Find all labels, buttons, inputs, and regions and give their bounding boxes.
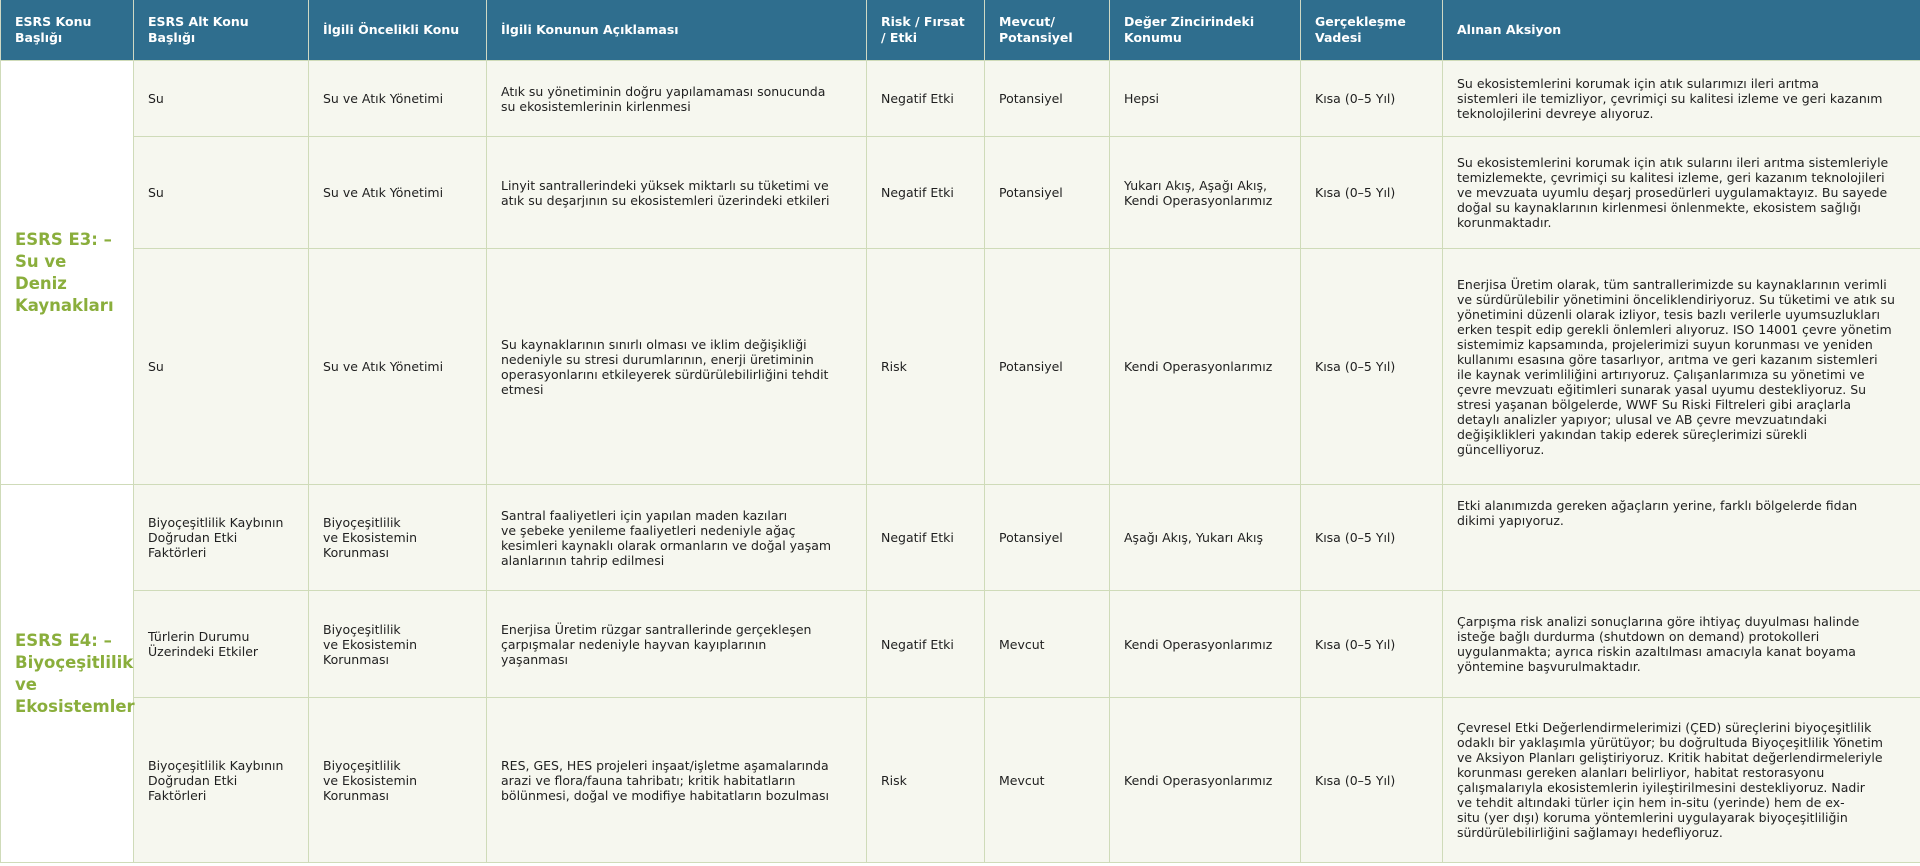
header-priority-topic: İlgili Öncelikli Konu bbox=[309, 0, 487, 61]
header-description: İlgili Konunun Açıklaması bbox=[487, 0, 867, 61]
cell-sub-topic: Türlerin Durumu Üzerindeki Etkiler bbox=[134, 591, 309, 698]
cell-description: Enerjisa Üretim rüzgar santrallerinde gerçekleşen çarpışmalar nedeniyle hayvan kayıplarının yaşanması bbox=[487, 591, 867, 698]
cell-status: Mevcut bbox=[985, 591, 1110, 698]
header-row bbox=[1, 0, 1920, 61]
cell-value-chain: Yukarı Akış, Aşağı Akış, Kendi Operasyonlarımız bbox=[1110, 137, 1301, 249]
cell-term: Kısa (0–5 Yıl) bbox=[1301, 698, 1443, 863]
header-sub-topic: ESRS Alt Konu Başlığı bbox=[134, 0, 309, 61]
cell-priority-topic: Su ve Atık Yönetimi bbox=[309, 61, 487, 137]
cell-action: Çarpışma risk analizi sonuçlarına göre ihtiyaç duyulması halinde isteğe bağlı durdurma (shutdown on demand) protokolleri uygulanmakta; ayrıca riskin azaltılması amacıyla kanat boyama yöntemine başvurulmaktadır. bbox=[1443, 591, 1920, 698]
cell-priority-topic: Su ve Atık Yönetimi bbox=[309, 137, 487, 249]
cell-term: Kısa (0–5 Yıl) bbox=[1301, 61, 1443, 137]
cell-priority-topic: Biyoçeşitlilik ve Ekosistemin Korunması bbox=[309, 485, 487, 591]
cell-risk-type: Risk bbox=[867, 698, 985, 863]
cell-description: Atık su yönetiminin doğru yapılamaması sonucunda su ekosistemlerinin kirlenmesi bbox=[487, 61, 867, 137]
cell-description: Linyit santrallerindeki yüksek miktarlı su tüketimi ve atık su deşarjının su ekosistemleri üzerindeki etkileri bbox=[487, 137, 867, 249]
cell-value-chain: Kendi Operasyonlarımız bbox=[1110, 698, 1301, 863]
cell-status: Potansiyel bbox=[985, 137, 1110, 249]
cell-status: Potansiyel bbox=[985, 61, 1110, 137]
cell-action: Enerjisa Üretim olarak, tüm santrallerimizde su kaynaklarının verimli ve sürdürülebilir yönetimini önceliklendiriyoruz. Su tüketimi ve atık su yönetimini düzenli olarak izliyor, tesis bazlı verilerle uyumsuzlukları erken tespit edip gerekli önlemleri alıyoruz. ISO 14001 çevre yönetim sistemimiz kapsamında, projelerimizi suyun korunması ve yeniden kullanımı esasına göre tasarlıyor, arıtma ve geri kazanım sistemleri ile kaynak verimliliğini artırıyoruz. Çalışanlarımıza su yönetimi ve çevre mevzuatı eğitimleri sunarak yasal uyumu destekliyoruz. Su stresi yaşanan bölgelerde, WWF Su Riski Filtreleri gibi araçlarla detaylı analizler yapıyor; ulusal ve AB çevre mevzuatındaki değişiklikleri yakından takip ederek süreçlerimizi sürekli güncelliyoruz. bbox=[1443, 249, 1920, 485]
cell-priority-topic: Biyoçeşitlilik ve Ekosistemin Korunması bbox=[309, 591, 487, 698]
cell-status: Mevcut bbox=[985, 698, 1110, 863]
cell-term: Kısa (0–5 Yıl) bbox=[1301, 137, 1443, 249]
cell-value-chain: Kendi Operasyonlarımız bbox=[1110, 591, 1301, 698]
table-row bbox=[1, 61, 1920, 137]
cell-status: Potansiyel bbox=[985, 485, 1110, 591]
table-row bbox=[1, 485, 1920, 591]
group-title-e3: ESRS E3: – Su ve Deniz Kaynakları bbox=[1, 61, 134, 485]
header-value-chain: Değer Zincirindeki Konumu bbox=[1110, 0, 1301, 61]
cell-sub-topic: Su bbox=[134, 137, 309, 249]
table-row bbox=[1, 591, 1920, 698]
table-row bbox=[1, 698, 1920, 863]
table-row bbox=[1, 137, 1920, 249]
cell-sub-topic: Su bbox=[134, 249, 309, 485]
cell-sub-topic: Biyoçeşitlilik Kaybının Doğrudan Etki Faktörleri bbox=[134, 698, 309, 863]
header-esrs-topic: ESRS Konu Başlığı bbox=[1, 0, 134, 61]
cell-risk-type: Negatif Etki bbox=[867, 591, 985, 698]
header-term: Gerçekleşme Vadesi bbox=[1301, 0, 1443, 61]
cell-action: Etki alanımızda gereken ağaçların yerine, farklı bölgelerde fidan dikimi yapıyoruz. bbox=[1443, 485, 1920, 591]
cell-risk-type: Negatif Etki bbox=[867, 61, 985, 137]
cell-priority-topic: Biyoçeşitlilik ve Ekosistemin Korunması bbox=[309, 698, 487, 863]
cell-status: Potansiyel bbox=[985, 249, 1110, 485]
header-risk-type: Risk / Fırsat / Etki bbox=[867, 0, 985, 61]
cell-priority-topic: Su ve Atık Yönetimi bbox=[309, 249, 487, 485]
cell-risk-type: Negatif Etki bbox=[867, 485, 985, 591]
cell-action: Su ekosistemlerini korumak için atık sularımızı ileri arıtma sistemleri ile temizliyor, çevrimiçi su kalitesi izleme ve geri kazanım teknolojilerini devreye alıyoruz. bbox=[1443, 61, 1920, 137]
cell-value-chain: Kendi Operasyonlarımız bbox=[1110, 249, 1301, 485]
cell-value-chain: Hepsi bbox=[1110, 61, 1301, 137]
group-title-e4: ESRS E4: – Biyoçeşitlilik ve Ekosistemler bbox=[1, 485, 134, 863]
cell-risk-type: Risk bbox=[867, 249, 985, 485]
cell-term: Kısa (0–5 Yıl) bbox=[1301, 249, 1443, 485]
header-status: Mevcut/ Potansiyel bbox=[985, 0, 1110, 61]
cell-description: RES, GES, HES projeleri inşaat/işletme aşamalarında arazi ve flora/fauna tahribatı; kritik habitatların bölünmesi, doğal ve modifiye habitatların bozulması bbox=[487, 698, 867, 863]
header-action: Alınan Aksiyon bbox=[1443, 0, 1920, 61]
table-row bbox=[1, 249, 1920, 485]
cell-action: Çevresel Etki Değerlendirmelerimizi (ÇED) süreçlerini biyoçeşitlilik odaklı bir yaklaşımla yürütüyor; bu doğrultuda Biyoçeşitlilik Yönetim ve Aksiyon Planları geliştiriyoruz. Kritik habitat değerlendirmeleriyle korunması gereken alanları belirliyor, habitat restorasyonu çalışmalarıyla ekosistemlerin iyileştirilmesini destekliyoruz. Nadir ve tehdit altındaki türler için hem in-situ (yerinde) hem de ex- situ (yer dışı) koruma yöntemlerini uygulayarak biyoçeşitliliğin sürdürülebilirliğini sağlamayı hedefliyoruz. bbox=[1443, 698, 1920, 863]
cell-risk-type: Negatif Etki bbox=[867, 137, 985, 249]
cell-description: Su kaynaklarının sınırlı olması ve iklim değişikliği nedeniyle su stresi durumlarının, enerji üretiminin operasyonlarını etkileyerek sürdürülebilirliğini tehdit etmesi bbox=[487, 249, 867, 485]
cell-value-chain: Aşağı Akış, Yukarı Akış bbox=[1110, 485, 1301, 591]
cell-term: Kısa (0–5 Yıl) bbox=[1301, 485, 1443, 591]
cell-description: Santral faaliyetleri için yapılan maden kazıları ve şebeke yenileme faaliyetleri nedeniyle ağaç kesimleri kaynaklı olarak ormanların ve doğal yaşam alanlarının tahrip edilmesi bbox=[487, 485, 867, 591]
cell-sub-topic: Biyoçeşitlilik Kaybının Doğrudan Etki Faktörleri bbox=[134, 485, 309, 591]
cell-sub-topic: Su bbox=[134, 61, 309, 137]
cell-term: Kısa (0–5 Yıl) bbox=[1301, 591, 1443, 698]
cell-action: Su ekosistemlerini korumak için atık sularını ileri arıtma sistemleriyle temizlemekte, çevrimiçi su kalitesi izleme, geri kazanım teknolojileri ve mevzuata uyumlu deşarj prosedürleri uygulamaktayız. Bu sayede doğal su kaynaklarının kirlenmesi önlenmekte, ekosistem sağlığı korunmaktadır. bbox=[1443, 137, 1920, 249]
